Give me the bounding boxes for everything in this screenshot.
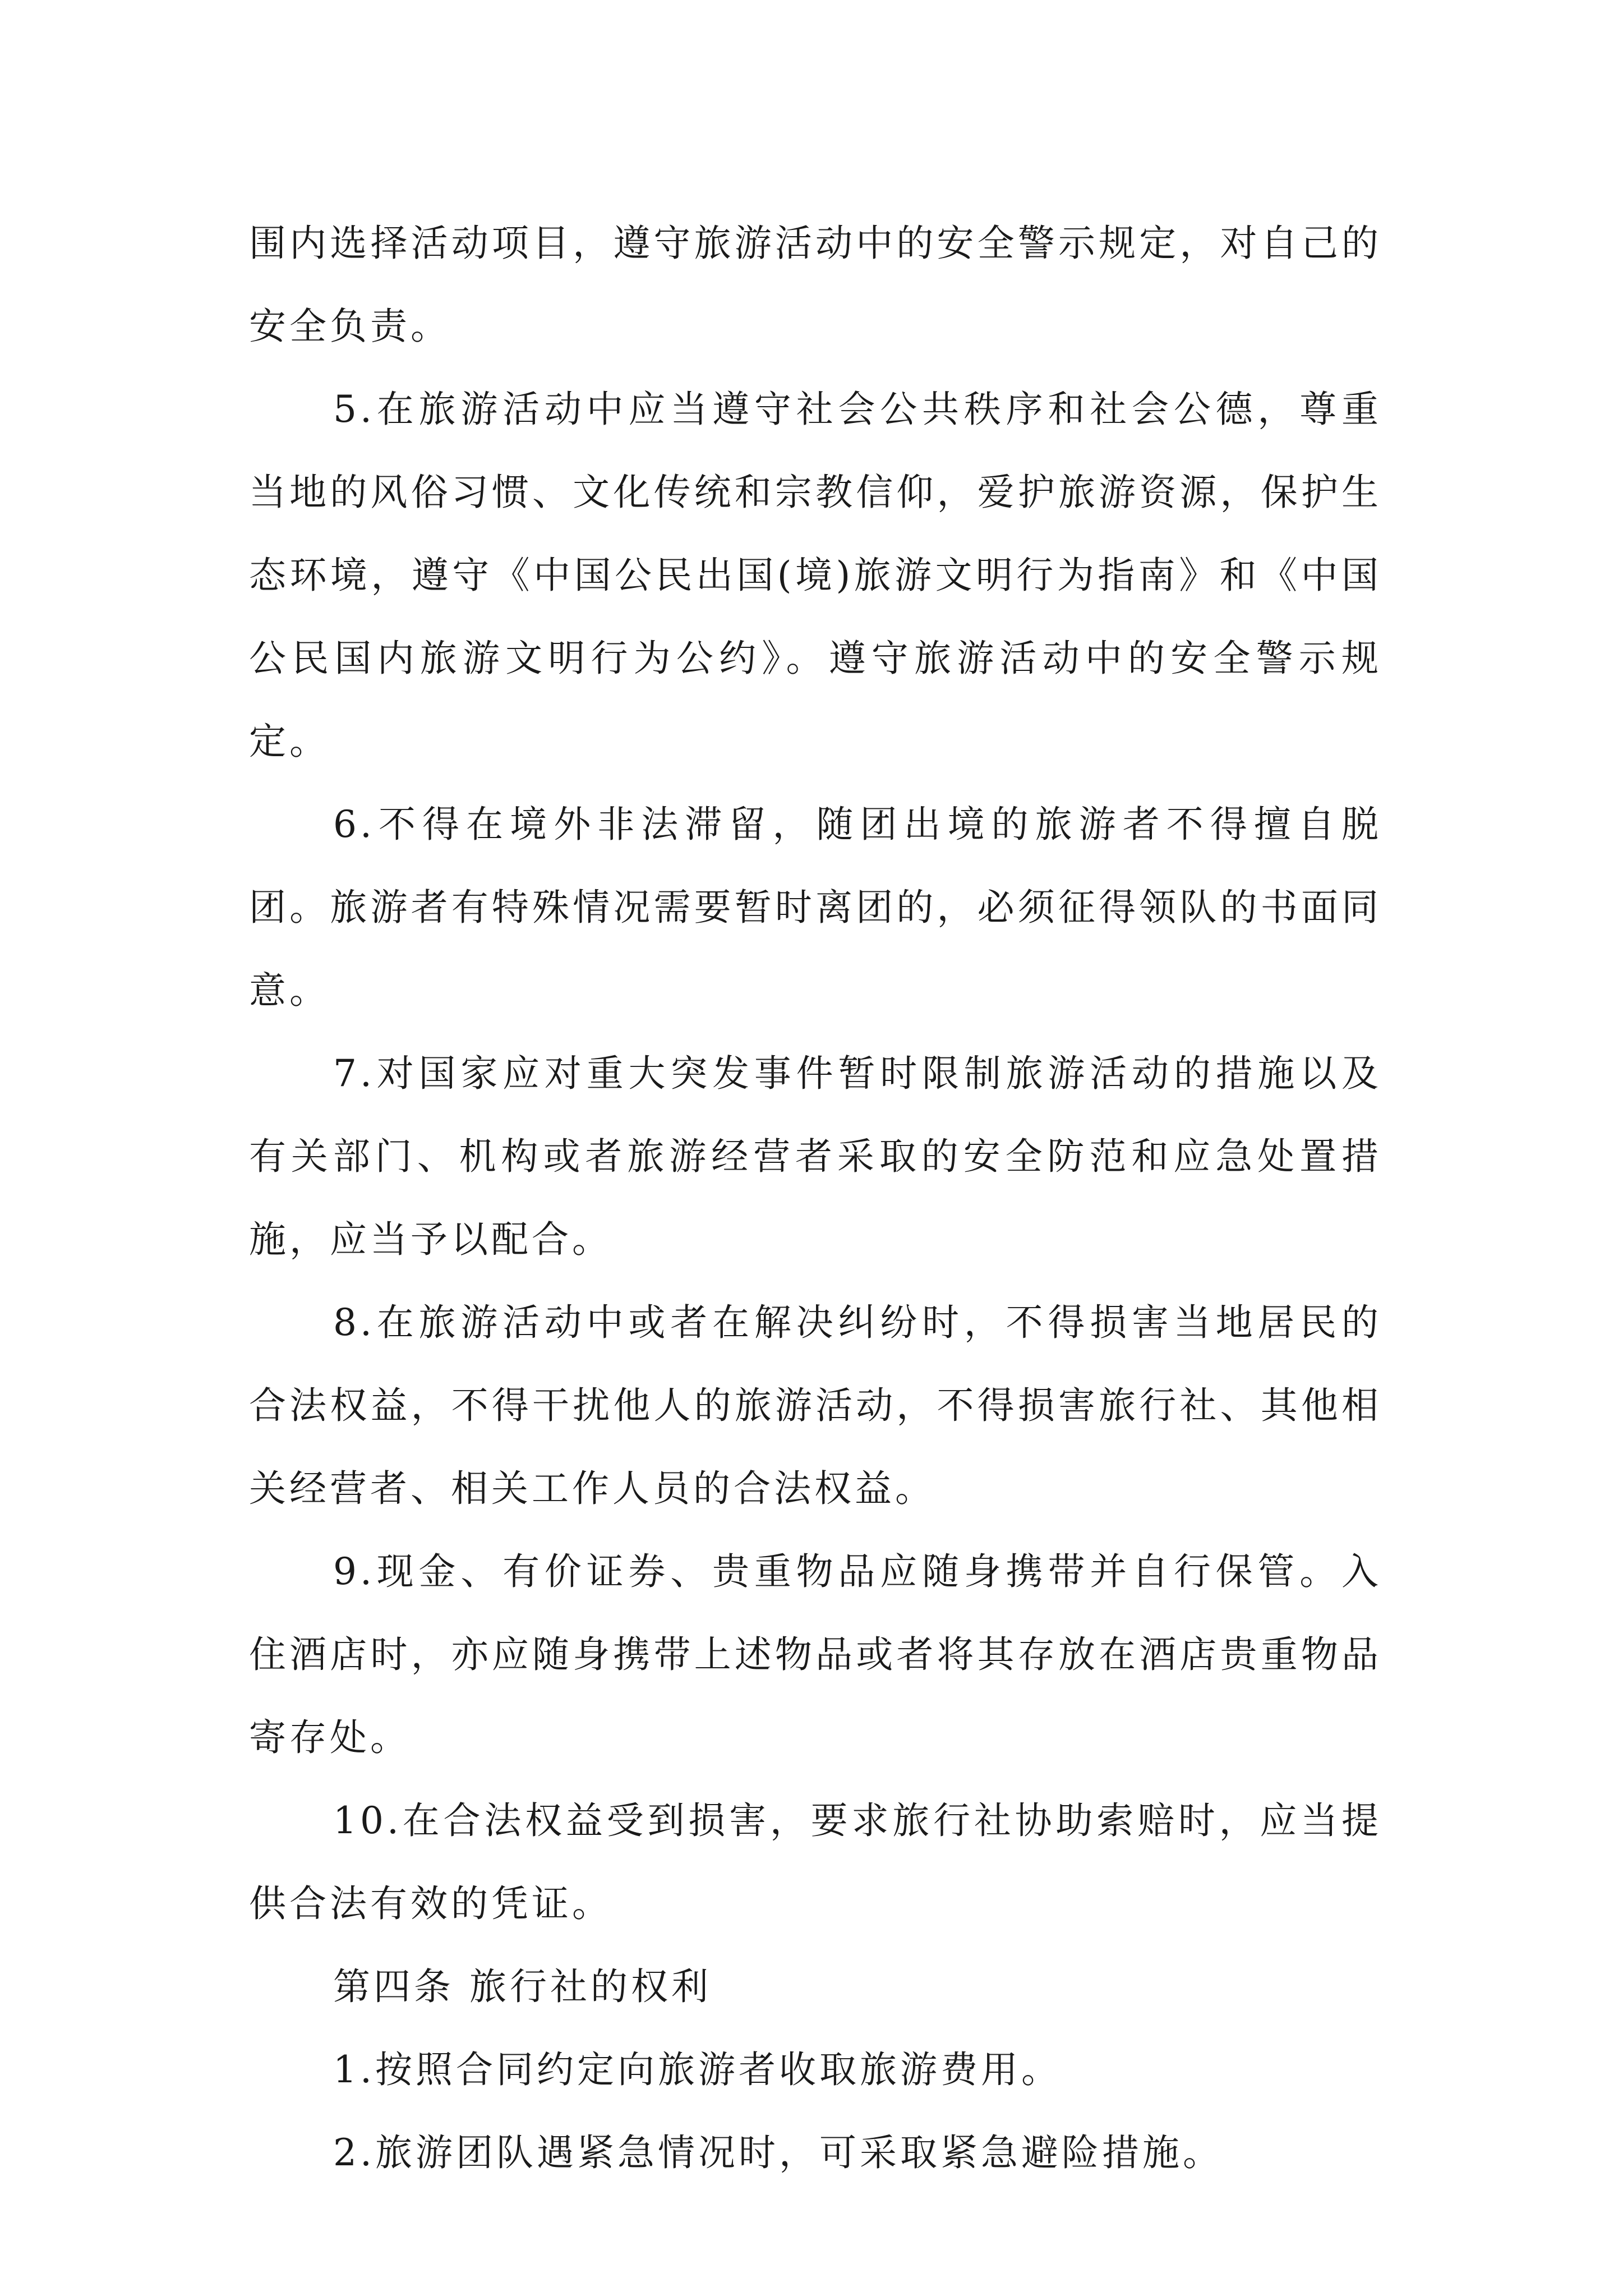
paragraph-article-4-item-2: 2.旅游团队遇紧急情况时，可采取紧急避险措施。 — [333, 2131, 1223, 2174]
section-heading-article-4: 第四条 旅行社的权利 — [333, 1965, 712, 2008]
paragraph-item-9: 9.现金、有价证券、贵重物品应随身携带并自行保管。入住酒店时，亦应随身携带上述物品或者将其存放在酒店贵重物品寄存处。 — [249, 1550, 1382, 1759]
paragraph-item-5: 5.在旅游活动中应当遵守社会公共秩序和社会公德，尊重当地的风俗习惯、文化传统和宗教信仰，爱护旅游资源，保护生态环境，遵守《中国公民出国(境)旅游文明行为指南》和《中国公民国内旅游文明行为公约》。遵守旅游活动中的安全警示规定。 — [249, 388, 1382, 763]
paragraph-item-8: 8.在旅游活动中或者在解决纠纷时，不得损害当地居民的合法权益，不得干扰他人的旅游活动，不得损害旅行社、其他相关经营者、相关工作人员的合法权益。 — [249, 1301, 1382, 1510]
paragraph-item-7: 7.对国家应对重大突发事件暂时限制旅游活动的措施以及有关部门、机构或者旅游经营者采取的安全防范和应急处置措施，应当予以配合。 — [249, 1052, 1382, 1261]
paragraph-article-4-item-1: 1.按照合同约定向旅游者收取旅游费用。 — [333, 2048, 1062, 2091]
paragraph-item-6: 6.不得在境外非法滞留，随团出境的旅游者不得擅自脱团。旅游者有特殊情况需要暂时离团的，必须征得领队的书面同意。 — [249, 803, 1382, 1012]
paragraph-item-10: 10.在合法权益受到损害，要求旅行社协助索赔时，应当提供合法有效的凭证。 — [249, 1799, 1382, 1925]
document-body — [249, 202, 1382, 2194]
paragraph-continuation: 围内选择活动项目，遵守旅游活动中的安全警示规定，对自己的安全负责。 — [249, 222, 1382, 348]
